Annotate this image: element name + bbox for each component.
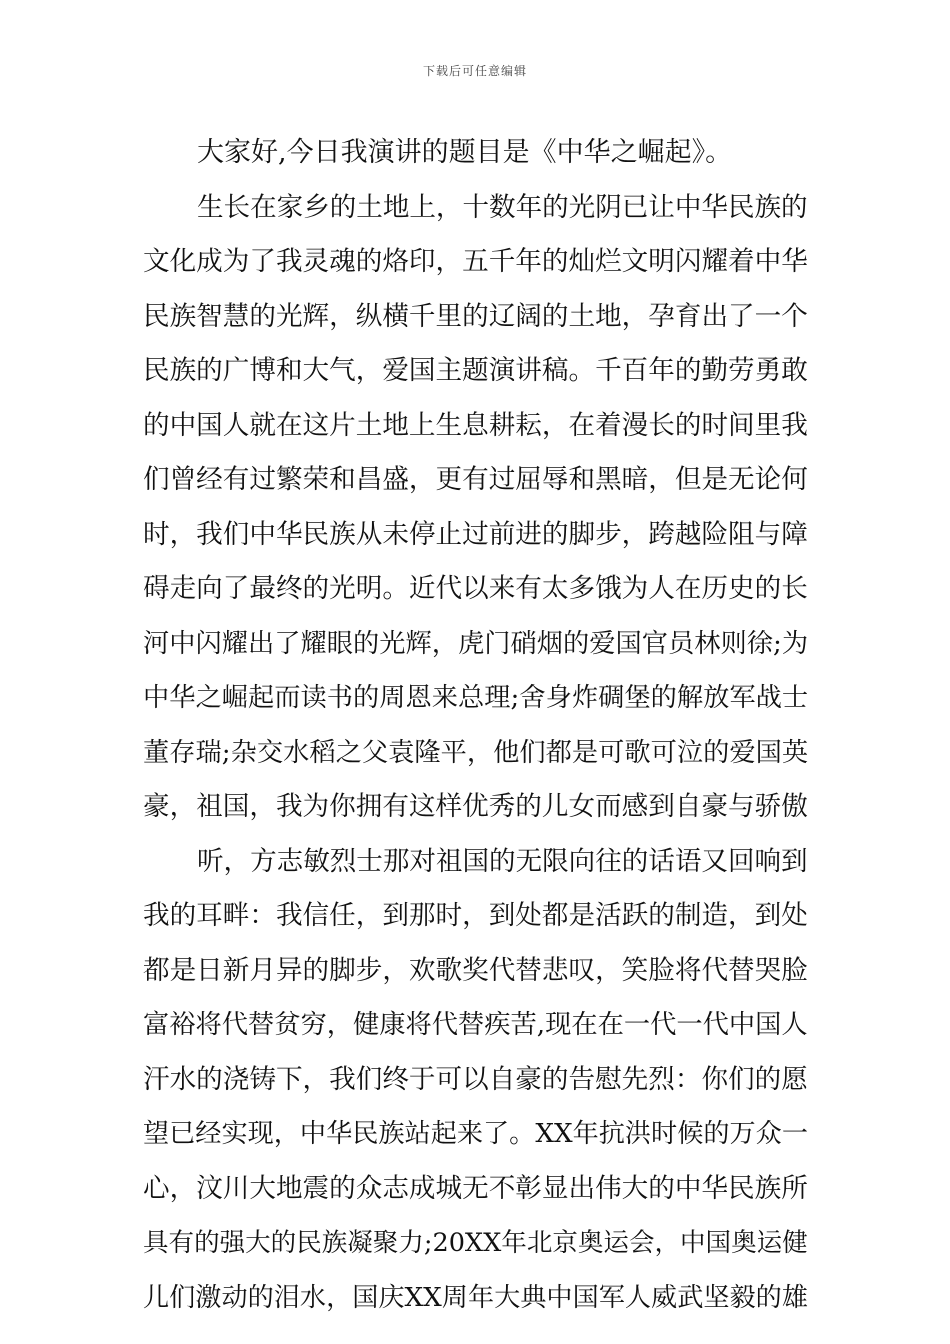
- text-line: 们曾经有过繁荣和昌盛，更有过屈辱和黑暗，但是无论何: [143, 464, 808, 495]
- text-line: 大家好,今日我演讲的题目是《中华之崛起》。: [197, 137, 733, 168]
- text-line: 具有的强大的民族凝聚力;20XX年北京奥运会，中国奥运健: [143, 1228, 808, 1258]
- text-line: 我的耳畔：我信任，到那时，到处都是活跃的制造，到处: [143, 900, 808, 931]
- text-line: 富裕将代替贫穷，健康将代替疾苦,现在在一代一代中国人: [143, 1010, 808, 1040]
- text-line: 听，方志敏烈士那对祖国的无限向往的话语又回响到: [197, 845, 808, 877]
- text-line: 中华之崛起而读书的周恩来总理;舍身炸碉堡的解放军战士: [143, 683, 809, 713]
- text-line: 民族的广博和大气，爱国主题演讲稿。千百年的勤劳勇敢: [143, 355, 808, 386]
- text-line: 董存瑞;杂交水稻之父袁隆平，他们都是可歌可泣的爱国英: [143, 737, 809, 768]
- text-line: 文化成为了我灵魂的烙印，五千年的灿烂文明闪耀着中华: [143, 246, 808, 277]
- text-line: 碍走向了最终的光明。近代以来有太多饿为人在历史的长: [143, 573, 808, 604]
- text-line: 的中国人就在这片土地上生息耕耘，在着漫长的时间里我: [143, 409, 808, 441]
- text-line: 儿们激动的泪水，国庆XX周年大典中国军人威武坚毅的雄: [143, 1282, 808, 1313]
- text-line: 都是日新月异的脚步，欢歌奖代替悲叹，笑脸将代替哭脸: [143, 954, 808, 986]
- text-line: 生长在家乡的土地上，十数年的光阴已让中华民族的: [197, 191, 808, 223]
- text-line: 时，我们中华民族从未停止过前进的脚步，跨越险阻与障: [143, 518, 808, 550]
- speech-body: [143, 126, 808, 1325]
- text-line: 望已经实现，中华民族站起来了。XX年抗洪时候的万众一: [143, 1119, 808, 1149]
- page-header: 下载后可任意编辑: [422, 64, 527, 78]
- text-line: 汗水的浇铸下，我们终于可以自豪的告慰先烈：你们的愿: [143, 1063, 808, 1095]
- text-line: 豪，祖国，我为你拥有这样优秀的儿女而感到自豪与骄傲: [143, 791, 808, 822]
- text-line: 河中闪耀出了耀眼的光辉，虎门硝烟的爱国官员林则徐;为: [143, 628, 809, 659]
- text-line: 心，汶川大地震的众志成城无不彰显出伟大的中华民族所: [143, 1172, 808, 1204]
- text-line: 民族智慧的光辉，纵横千里的辽阔的土地，孕育出了一个: [143, 300, 808, 332]
